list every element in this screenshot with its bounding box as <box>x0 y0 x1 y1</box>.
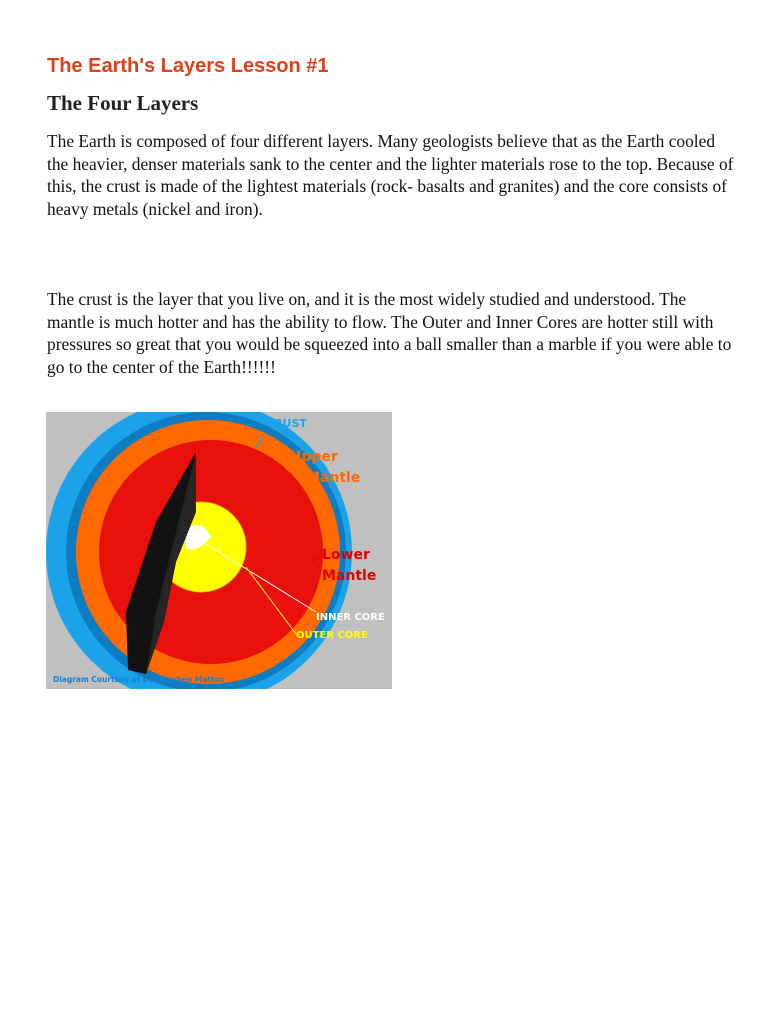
upper-mantle-label-line1: Upper <box>290 449 338 465</box>
diagram-credit: Diagram Courtesy of Dr. Stephen Mattox <box>53 675 225 684</box>
lower-mantle-label-line2: Mantle <box>322 568 377 584</box>
inner-core-label: INNER CORE <box>316 612 385 623</box>
detail-paragraph: The crust is the layer that you live on, and it is the most widely studied and understood. The mantle is much hotter and has the ability to flow. The Outer and Inner Cores are hotter still with pressures so great that you would be squeezed into a ball smaller than a marble if you were able to go to the center of the Earth!!!!!! <box>47 289 732 377</box>
crust-label: CRUST <box>266 417 307 430</box>
section-heading: The Four Layers <box>47 91 199 115</box>
outer-core-label: OUTER CORE <box>296 630 368 641</box>
intro-paragraph: The Earth is composed of four different layers. Many geologists believe that as the Earth cooled the heavier, denser materials sank to the center and the lighter materials rose to the top. Because of this, the crust is made of the lightest materials (rock- basalts and granites) and the core consists of heavy metals (nickel and iron). <box>47 131 734 219</box>
earth-layers-diagram <box>46 412 392 689</box>
upper-mantle-label-line2: Mantle <box>306 470 361 486</box>
earth-layers-svg <box>46 412 392 689</box>
page-title: The Earth's Layers Lesson #1 <box>47 55 329 77</box>
lower-mantle-label-line1: Lower <box>322 547 370 563</box>
